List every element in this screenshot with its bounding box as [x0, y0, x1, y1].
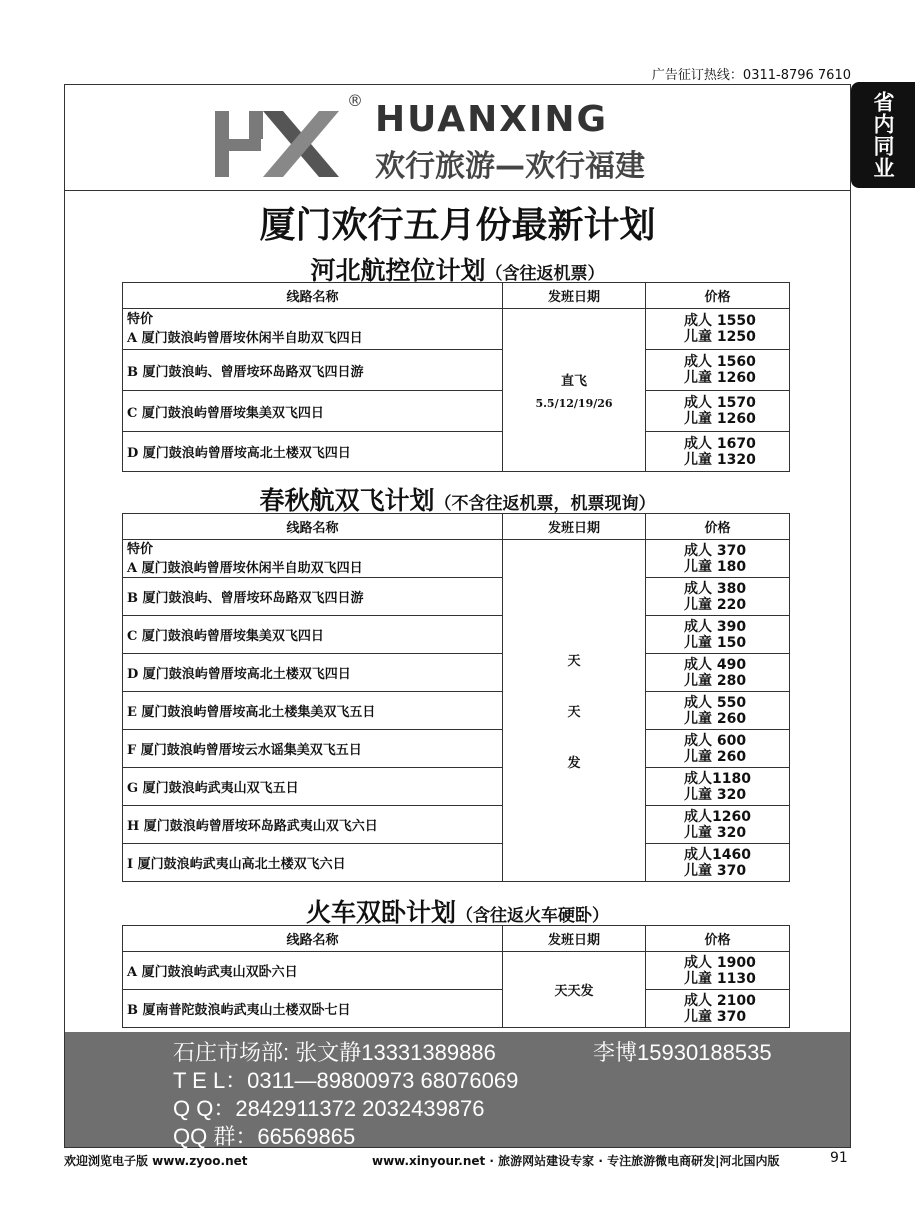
- adult-price: 成人 380: [684, 580, 747, 597]
- table-row: [123, 692, 790, 730]
- col-header-date: 发班日期: [503, 514, 646, 540]
- schedule-line: 发: [567, 756, 581, 771]
- adult-price: 成人 1570: [684, 395, 756, 411]
- contact-band: [65, 1032, 850, 1147]
- hx-logo-icon: [211, 103, 343, 183]
- table-row: [123, 540, 790, 578]
- schedule-line: 天天发: [554, 984, 594, 999]
- section-title-spring-air: [65, 481, 850, 517]
- child-price: 儿童 260: [684, 710, 747, 727]
- table-row: [123, 350, 790, 391]
- child-price: 儿童 1260: [684, 411, 756, 427]
- route-name: B 厦门鼓浪屿、曾厝垵环岛路双飞四日游: [127, 364, 364, 380]
- route-name: H 厦门鼓浪屿曾厝垵环岛路武夷山双飞六日: [127, 819, 378, 834]
- schedule-cell: [503, 309, 646, 472]
- adult-price: 成人1180: [684, 770, 751, 787]
- section-note: （不含往返机票，机票现询）: [434, 494, 656, 514]
- col-header-price: 价格: [646, 514, 790, 540]
- plan-table-spring-air: [122, 513, 790, 882]
- section-tab: [851, 82, 915, 188]
- ad-hotline: 广告征订热线：0311-8796 7610: [651, 68, 851, 83]
- section-title: 火车双卧计划: [305, 898, 456, 927]
- table-row: [123, 768, 790, 806]
- table-row: [123, 806, 790, 844]
- adult-price: 成人 600: [684, 732, 747, 749]
- schedule-cell: [503, 540, 646, 882]
- section-tab-label: 省内同业: [871, 91, 895, 179]
- route-name: B 厦门鼓浪屿、曾厝垵环岛路双飞四日游: [127, 591, 364, 606]
- adult-price: 成人 1560: [684, 354, 756, 370]
- contact-qq-group: QQ 群：66569865: [173, 1124, 356, 1149]
- schedule-cell: [503, 952, 646, 1028]
- child-price: 儿童 1130: [684, 970, 756, 987]
- route-name: I 厦门鼓浪屿武夷山高北土楼双飞六日: [127, 857, 346, 872]
- route-name: B 厦南普陀鼓浪屿武夷山土楼双卧七日: [127, 1003, 351, 1018]
- registered-mark: ®: [347, 91, 363, 110]
- col-header-price: 价格: [646, 926, 790, 952]
- col-header-route: 线路名称: [123, 283, 503, 309]
- schedule-line: 5.5/12/19/26: [535, 397, 613, 410]
- table-row: [123, 730, 790, 768]
- table-row: [123, 990, 790, 1028]
- table-row: [123, 391, 790, 432]
- adult-price: 成人 390: [684, 618, 747, 635]
- table-row: [123, 654, 790, 692]
- adult-price: 成人 2100: [684, 992, 756, 1009]
- route-name: E 厦门鼓浪屿曾厝垵高北土楼集美双飞五日: [127, 705, 376, 720]
- col-header-route: 线路名称: [123, 514, 503, 540]
- page-number: 91: [830, 1150, 848, 1166]
- table-row: [123, 578, 790, 616]
- adult-price: 成人1260: [684, 808, 751, 825]
- child-price: 儿童 1260: [684, 370, 756, 386]
- child-price: 儿童 220: [684, 596, 747, 613]
- adult-price: 成人 370: [684, 542, 747, 559]
- brand-header: [65, 85, 850, 191]
- contact-qq: Q Q：2842911372 2032439876: [173, 1096, 485, 1121]
- table-row: [123, 309, 790, 350]
- child-price: 儿童 320: [684, 824, 747, 841]
- adult-price: 成人1460: [684, 846, 751, 863]
- special-tag: 特价: [127, 312, 154, 327]
- route-name: A 厦门鼓浪屿武夷山双卧六日: [127, 965, 298, 980]
- col-header-price: 价格: [646, 283, 790, 309]
- child-price: 儿童 320: [684, 786, 747, 803]
- brand-name-en: HUANXING: [375, 99, 609, 140]
- section-title: 河北航控位计划: [310, 256, 486, 285]
- page-frame: [64, 84, 851, 1148]
- schedule-line: 天: [567, 654, 581, 669]
- adult-price: 成人 1900: [684, 954, 756, 971]
- section-note: （含往返机票）: [485, 264, 605, 284]
- adult-price: 成人 1550: [684, 313, 756, 329]
- section-title-train: [65, 893, 850, 929]
- child-price: 儿童 370: [684, 862, 747, 879]
- route-name: A 厦门鼓浪屿曾厝垵休闲半自助双飞四日: [127, 331, 363, 346]
- contact-tel: T E L：0311—89800973 68076069: [173, 1068, 519, 1093]
- route-name: D 厦门鼓浪屿曾厝垵高北土楼双飞四日: [127, 667, 351, 682]
- table-row: [123, 432, 790, 472]
- brand-slogan: 欢行旅游—欢行福建: [375, 149, 645, 184]
- route-name: D 厦门鼓浪屿曾厝垵高北土楼双飞四日: [127, 446, 351, 461]
- contact-market-2: 李博15930188535: [593, 1040, 772, 1065]
- route-name: F 厦门鼓浪屿曾厝垵云水谣集美双飞五日: [127, 743, 362, 758]
- col-header-date: 发班日期: [503, 926, 646, 952]
- child-price: 儿童 180: [684, 558, 747, 575]
- adult-price: 成人 490: [684, 656, 747, 673]
- table-row: [123, 844, 790, 882]
- plan-table-hebei-air: [122, 282, 790, 472]
- col-header-date: 发班日期: [503, 283, 646, 309]
- child-price: 儿童 150: [684, 634, 747, 651]
- child-price: 儿童 280: [684, 672, 747, 689]
- child-price: 儿童 1320: [684, 451, 756, 468]
- section-note: （含往返火车硬卧）: [456, 906, 609, 926]
- child-price: 儿童 1250: [684, 329, 756, 345]
- adult-price: 成人 1670: [684, 435, 756, 452]
- child-price: 儿童 370: [684, 1008, 747, 1025]
- schedule-line: 天: [567, 705, 581, 720]
- route-name: C 厦门鼓浪屿曾厝垵集美双飞四日: [127, 405, 324, 421]
- route-name: A 厦门鼓浪屿曾厝垵休闲半自助双飞四日: [127, 560, 363, 576]
- col-header-route: 线路名称: [123, 926, 503, 952]
- special-tag: 特价: [127, 541, 154, 557]
- footer-site-link[interactable]: www.xinyour.net · 旅游网站建设专家 · 专注旅游微电商研发|河北国内版: [372, 1154, 780, 1168]
- table-row: [123, 616, 790, 654]
- table-row: [123, 952, 790, 990]
- contact-market: 石庄市场部: 张文静13331389886: [173, 1040, 496, 1065]
- plan-table-train: [122, 925, 790, 1028]
- child-price: 儿童 260: [684, 748, 747, 765]
- schedule-line: 直飞: [560, 374, 587, 389]
- adult-price: 成人 550: [684, 694, 747, 711]
- route-name: C 厦门鼓浪屿曾厝垵集美双飞四日: [127, 629, 324, 644]
- route-name: G 厦门鼓浪屿武夷山双飞五日: [127, 781, 299, 796]
- footer-ebook-link[interactable]: 欢迎浏览电子版 www.zyoo.net: [64, 1154, 248, 1168]
- section-title: 春秋航双飞计划: [259, 486, 435, 515]
- main-title: 厦门欢行五月份最新计划: [259, 204, 656, 246]
